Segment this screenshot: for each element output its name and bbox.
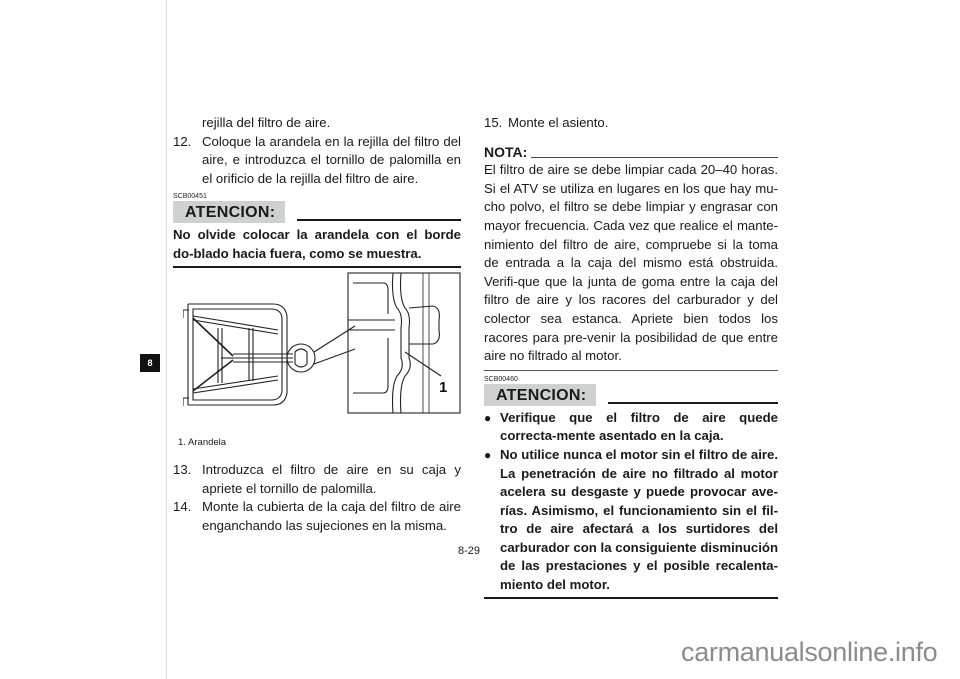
note-label: NOTA: xyxy=(484,143,528,160)
air-filter-washer-figure xyxy=(183,268,463,418)
caution-code: SCB00451 xyxy=(173,193,207,201)
caution-rule xyxy=(608,402,778,404)
step-text: Monte la cubierta de la caja del filtro de aire enganchando las sujeciones en la misma. xyxy=(202,499,461,533)
step-15 xyxy=(484,114,778,133)
left-column xyxy=(173,114,461,268)
step-13 xyxy=(173,461,461,498)
bullet-icon: ● xyxy=(484,410,492,425)
step-12 xyxy=(173,133,461,189)
left-column-lower xyxy=(173,461,461,535)
chapter-tab: 8 xyxy=(140,354,160,372)
note-rule xyxy=(531,157,778,158)
caution-header xyxy=(484,384,778,406)
step-text: Introduzca el filtro de aire en su caja y apriete el tornillo de palomilla. xyxy=(202,462,461,496)
step-11-continuation: rejilla del filtro de aire. xyxy=(202,115,331,130)
caution-end-rule xyxy=(484,597,778,599)
caution-label: ATENCION: xyxy=(173,201,285,223)
note-end-rule xyxy=(484,370,778,371)
caution-label: ATENCION: xyxy=(484,384,596,406)
callout-number: 1 xyxy=(439,379,448,396)
step-number: 15. xyxy=(484,115,503,130)
margin-rule xyxy=(166,0,167,679)
step-text: Monte el asiento. xyxy=(508,115,609,130)
step-number: 12. xyxy=(173,133,192,149)
step-14 xyxy=(173,498,461,535)
watermark: carmanualsonline.info xyxy=(681,637,938,667)
caution-bullet: ● No utilice nunca el motor sin el filtro de aire. La penetración de aire no filtrado al motor acelera su desgaste y puede provocar ave-rías. Asimismo, el funcionamiento sin el fil-tro de aire afectará a los surtidores del carburador con la consiguiente disminución de las prestaciones y el posible recalenta-miento del motor. xyxy=(484,446,778,593)
caution-header xyxy=(173,201,461,223)
caution-code: SCB00460 xyxy=(484,375,518,383)
figure-caption: 1. Arandela xyxy=(178,437,227,448)
bullet-icon: ● xyxy=(484,447,492,462)
step-number: 13. xyxy=(173,462,192,477)
caution-bullet: ● Verifique que el filtro de aire quede correcta-mente asentado en la caja. xyxy=(484,409,778,444)
page-number: 8-29 xyxy=(458,545,481,557)
note-header xyxy=(484,143,778,162)
note-text: El filtro de aire se debe limpiar cada 20–40 horas. Si el ATV se utiliza en lugares en los que hay mu-cho polvo, el filtro se debe limpiar y engrasar con mayor frecuencia. Cada vez que realice el mante-nimiento del filtro de aire, compruebe si la toma de entrada a la caja del mismo está obstruida. Verifi-que que la junta de goma entre la caja del filtro de aire y los racores del carburador y del colector sea estanca. Apriete bien todos los racores para pre-venir la posibilidad de que entre aire no filtrado al motor. xyxy=(484,162,778,364)
right-column xyxy=(484,114,778,599)
step-text: Coloque la arandela en la rejilla del filtro del aire, e introduzca el tornillo de palomilla en el orificio de la rejilla del filtro de aire. xyxy=(202,133,461,186)
caution-bullets xyxy=(484,409,778,595)
caution-text: No olvide colocar la arandela con el borde do-blado hacia fuera, como se muestra. xyxy=(173,227,461,261)
step-number: 14. xyxy=(173,499,192,515)
caution-rule xyxy=(297,219,461,221)
